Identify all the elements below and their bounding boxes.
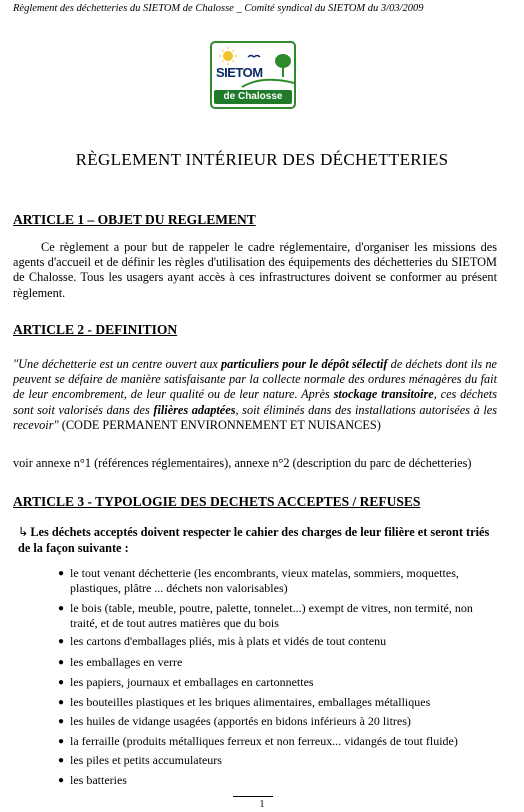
article-2-heading: ARTICLE 2 - DEFINITION (13, 322, 178, 337)
list-item: ● le tout venant déchetterie (les encombrants, vieux matelas, sommiers, moquettes, plastiques, plâtre ... déchets non valorisables) (58, 566, 459, 595)
annex-reference: voir annexe n°1 (références réglementaires), annexe n°2 (description du parc de déchetteries) (13, 456, 472, 470)
logo-subtitle: de Chalosse (214, 90, 292, 104)
list-item: ● la ferraille (produits métalliques ferreux et non ferreux... vidangés de tout fluide) (58, 734, 458, 748)
article-3-heading: ARTICLE 3 - TYPOLOGIE DES DECHETS ACCEPTES / REFUSES (13, 494, 421, 509)
page-number: 1 (259, 799, 265, 810)
logo-name: SIETOM (216, 65, 263, 80)
page-title: RÈGLEMENT INTÉRIEUR DES DÉCHETTERIES (75, 150, 449, 169)
list-item: ● les bouteilles plastiques et les briques alimentaires, emballages métalliques (58, 695, 431, 709)
list-item: ● les batteries (58, 773, 127, 787)
bullet-icon: ● (58, 603, 65, 614)
bullet-icon: ● (58, 697, 65, 708)
list-item: ● les huiles de vidange usagées (apportés en bidons inférieurs à 20 litres) (58, 714, 411, 728)
definition-quote: "Une déchetterie est un centre ouvert aux particuliers pour le dépôt sélectif de déchets dont ils ne peuvent se défaire de manière satisfaisante par la collecte normale des ordures ménagères du fait de leur encombrement, de leur qualité ou de leur nature. Après stockage transitoire, ces déchets sont soit valorisés dans des filières adaptées, soit éliminés dans des installations autorisées à les recevoir" (CODE PERMANENT ENVIRONNEMENT ET NUISANCES) (13, 357, 498, 432)
sietom-logo (210, 41, 296, 109)
bullet-icon: ● (58, 775, 65, 786)
bullet-icon: ● (58, 568, 65, 579)
article-1-text: Ce règlement a pour but de rappeler le cadre réglementaire, d'organiser les missions des agents d'accueil et de définir les règles d'utilisation des équipements des déchetteries du SIETOM de Chalosse. Tous les usagers ayant accès à ces infrastructures doivent se conformer au présent règlement. (13, 240, 497, 300)
bullet-icon: ● (58, 755, 65, 766)
list-item: ● les papiers, journaux et emballages en cartonnettes (58, 675, 314, 689)
article-1-heading: ARTICLE 1 – OBJET DU REGLEMENT (13, 212, 256, 227)
bullet-icon: ● (58, 636, 65, 647)
bullet-icon: ● (58, 677, 65, 688)
list-item: ● les emballages en verre (58, 655, 183, 669)
bullet-icon: ● (58, 736, 65, 747)
list-item: ● les cartons d'emballages pliés, mis à plats et vidés de tout contenu (58, 634, 387, 648)
list-item: ● le bois (table, meuble, poutre, palette, tonnelet...) exempt de vitres, non termité, non traité, et de tout autres matières que du bois (58, 601, 473, 630)
arrow-icon: ↳ (18, 525, 29, 539)
running-header: Règlement des déchetteries du SIETOM de Chalosse _ Comité syndical du SIETOM du 3/03/2009 (13, 3, 424, 14)
bullet-icon: ● (58, 716, 65, 727)
bullet-icon: ● (58, 657, 65, 668)
list-item: ● les piles et petits accumulateurs (58, 753, 222, 767)
accepted-waste-intro: ↳ Les déchets acceptés doivent respecter le cahier des charges de leur filière et seront triés de la façon suivante : (18, 525, 490, 555)
footer-rule (233, 796, 273, 797)
